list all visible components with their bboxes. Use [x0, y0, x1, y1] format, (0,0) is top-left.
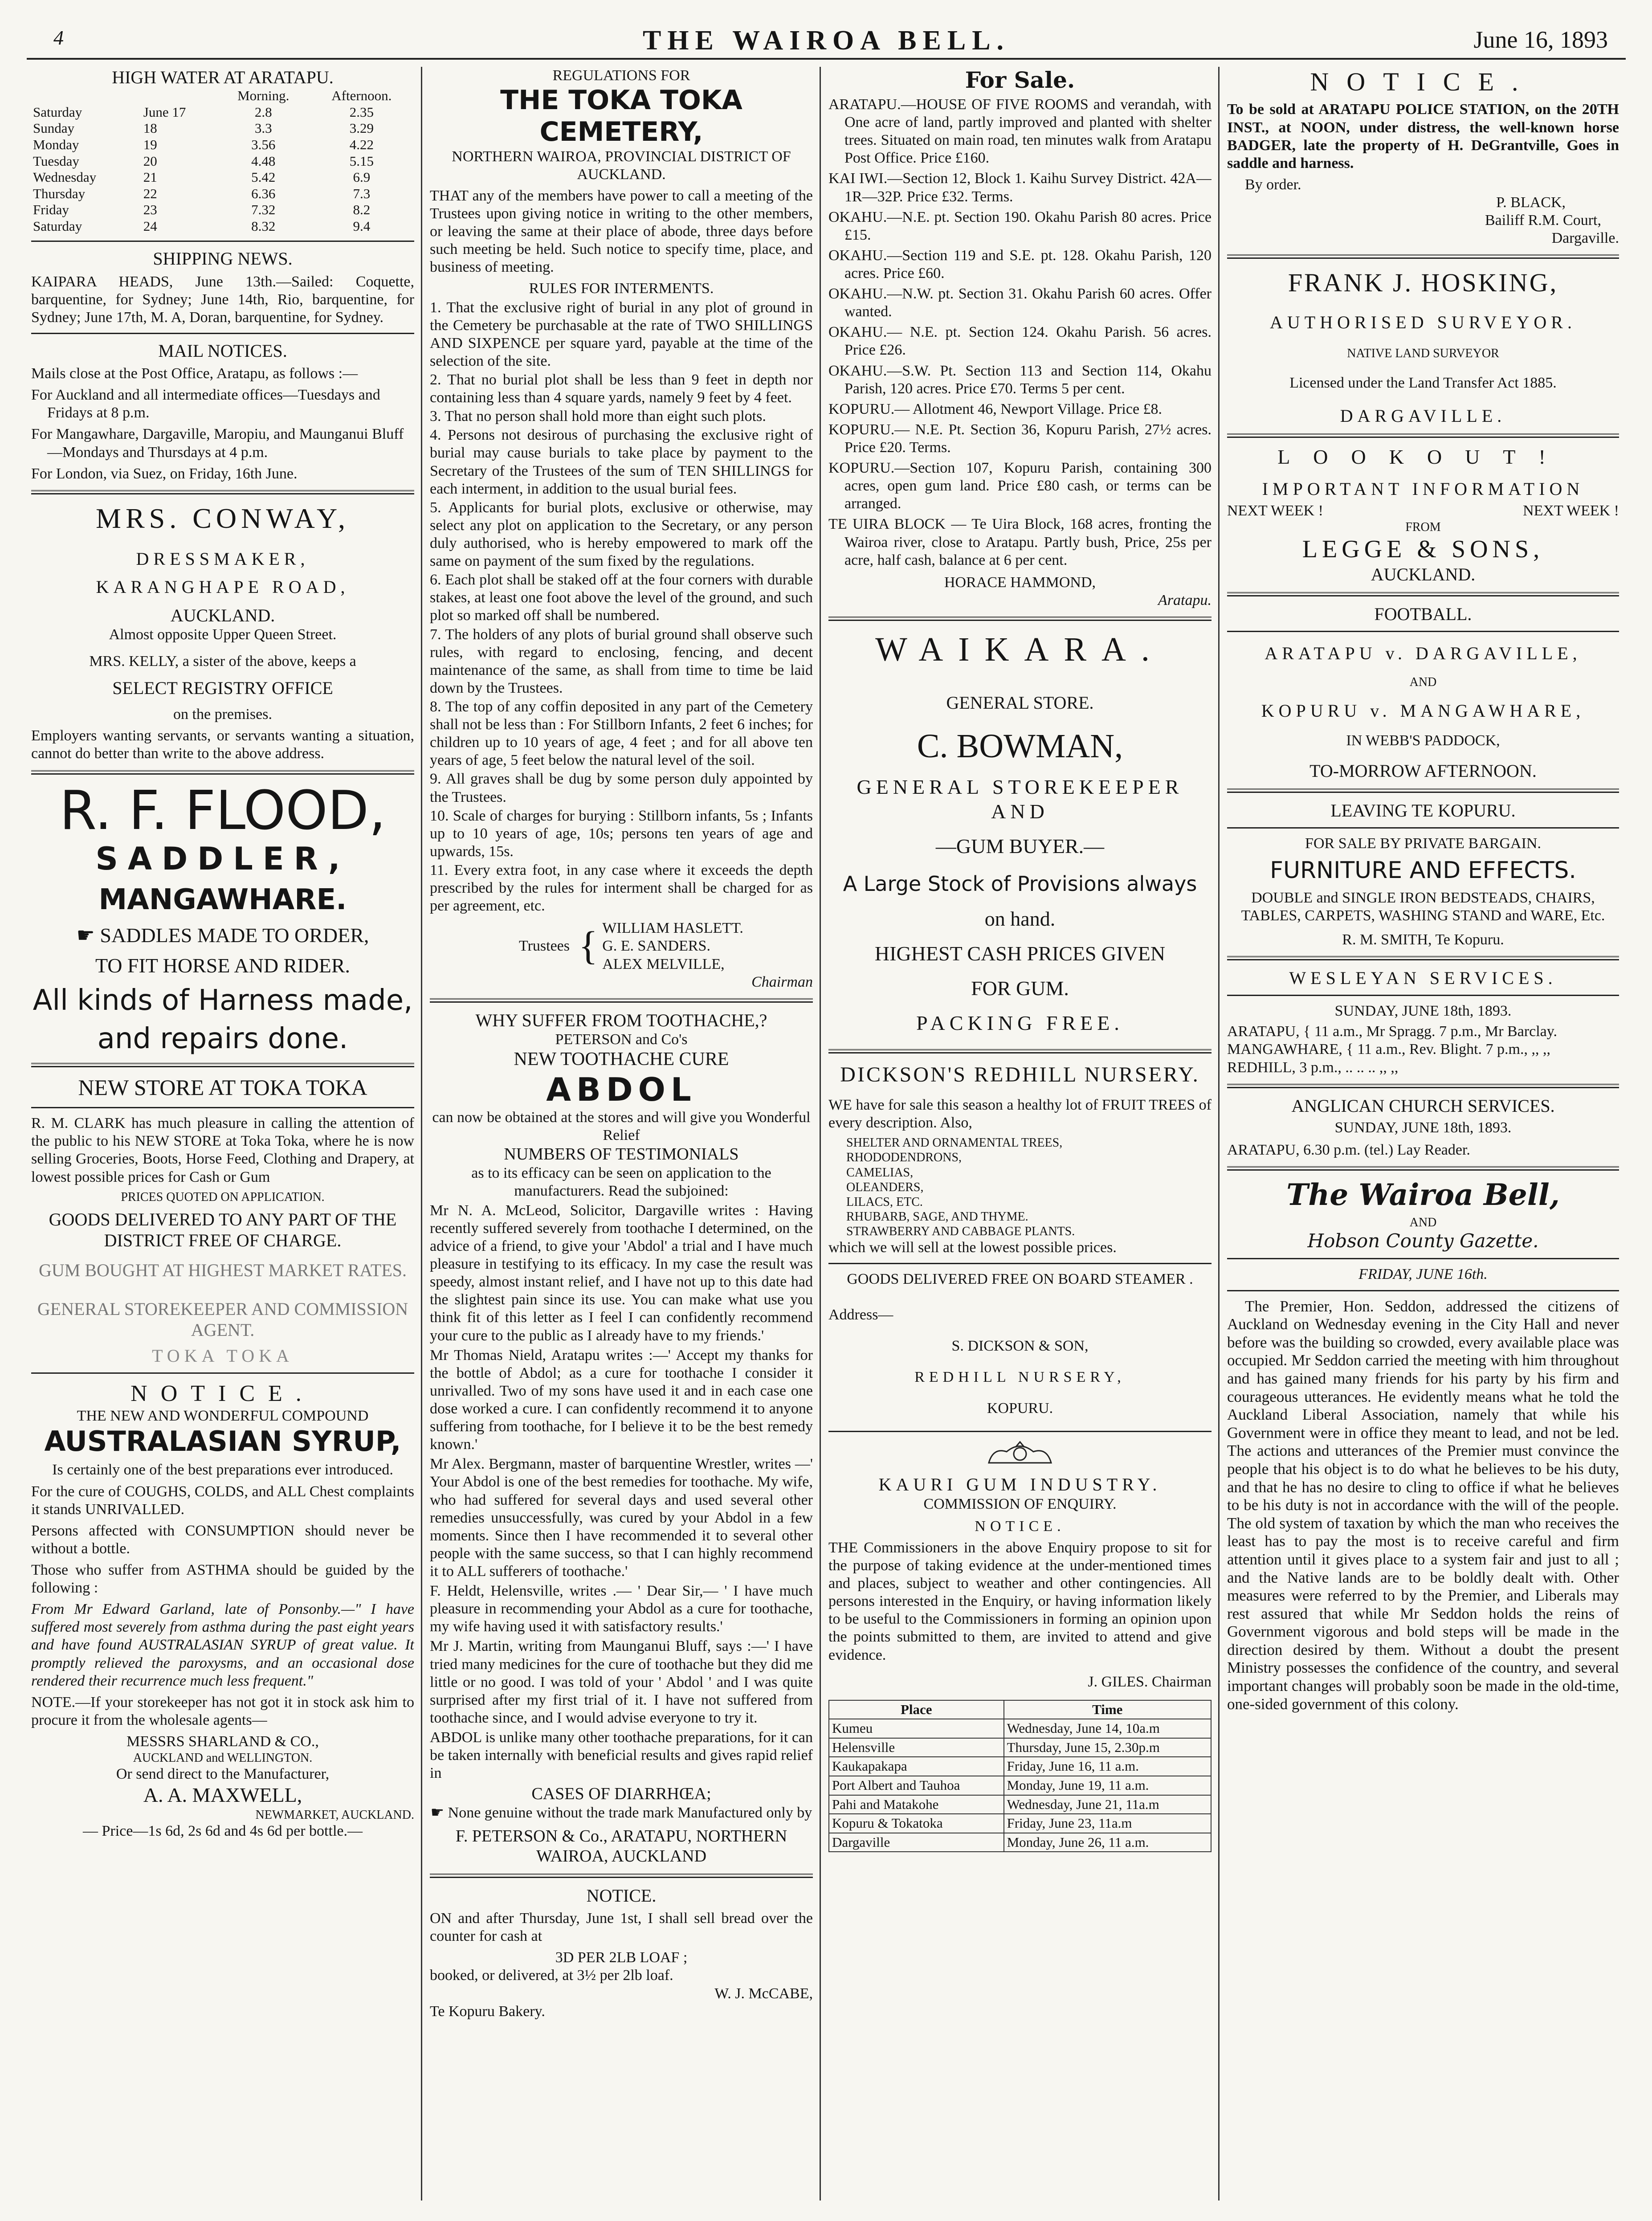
gazette-and: AND: [1409, 1215, 1437, 1229]
anglican-services: [1227, 1095, 1619, 1159]
table-header: Place: [829, 1700, 1004, 1719]
advert-line: —GUM BUYER.—: [935, 835, 1105, 858]
advert-line: DARGAVILLE.: [1340, 406, 1506, 426]
table-row: Saturday June 17 2.8 2.35: [33, 104, 374, 120]
advert-line: MRS. KELLY, a sister of the above, keeps a: [89, 653, 356, 670]
column-4: [1227, 67, 1619, 2205]
waikara-advert: [828, 630, 1211, 1036]
table-row: Kaukapakapa Friday, June 16, 11 a.m.: [829, 1757, 1211, 1776]
nursery-item: CAMELIAS,: [846, 1165, 914, 1180]
advert-line: AUTHORISED SURVEYOR.: [1270, 312, 1576, 332]
table-row: Port Albert and Tauhoa Monday, June 19, 11 a.m.: [829, 1776, 1211, 1795]
cemetery-subtitle: NORTHERN WAIROA, PROVINCIAL DISTRICT OF AUCKLAND.: [452, 148, 791, 183]
hosking-advert: [1227, 268, 1619, 426]
advert-line: SADDLES MADE TO ORDER,: [100, 923, 369, 947]
advert-line: A. A. MAXWELL,: [143, 1784, 302, 1807]
column-1: [31, 67, 414, 2205]
advert-line: KOPURU v. MANGAWHARE,: [1261, 700, 1585, 721]
gazette-title: The Wairoa Bell,: [1286, 1177, 1560, 1213]
advert-line: SADDLER,: [95, 840, 350, 877]
cemetery-intro: THAT any of the members have power to call a meeting of the Trustees upon giving notice in writing to the other members, or leaving the same at their place of abode, three days before such meeting be held. Such notice to specify time, place, and business of meeting.: [430, 187, 813, 276]
advert-line: NOTICE.: [975, 1518, 1065, 1535]
royal-crest-icon: [828, 1438, 1211, 1474]
advert-line: KARANGHAPE ROAD,: [96, 577, 350, 597]
trustee-name: ALEX MELVILLE,: [602, 955, 725, 972]
table-row: Pahi and Matakohe Wednesday, June 21, 11a.m: [829, 1795, 1211, 1814]
advert-title: LEAVING TE KOPURU.: [1330, 800, 1516, 821]
table-row: Kumeu Wednesday, June 14, 10a.m: [829, 1719, 1211, 1738]
advert-line: All kinds of Harness made,: [33, 984, 413, 1017]
advert-line: Dargaville.: [1551, 230, 1619, 247]
advert-line: PACKING FREE.: [916, 1012, 1124, 1035]
advert-line: FROM: [1405, 520, 1441, 534]
tide-table-block: [31, 67, 414, 234]
syrup-advert: [31, 1380, 414, 1840]
agent-name: HORACE HAMMOND,: [944, 574, 1096, 591]
advert-line: WHY SUFFER FROM TOOTHACHE,?: [475, 1010, 767, 1030]
regs-label: REGULATIONS FOR: [552, 67, 690, 84]
advert-line: Persons affected with CONSUMPTION should never be without a bottle.: [31, 1522, 414, 1557]
advert-line: PRICES QUOTED ON APPLICATION.: [121, 1190, 325, 1204]
advert-line: AND: [1409, 675, 1437, 689]
rule-item: 10. Scale of charges for burying : Stillborn infants, 5s ; Infants up to 10 years of age, 10s; persons ten years of age and upwards, 15s.: [430, 807, 813, 860]
cemetery-regulations: [430, 67, 813, 991]
advert-line: as to its efficacy can be seen on application to the manufacturers. Read the subjoined:: [471, 1164, 771, 1199]
trustee-name: G. E. SANDERS.: [602, 938, 710, 955]
advert-line: THE NEW AND WONDERFUL COMPOUND: [77, 1408, 369, 1425]
advert-line: on the premises.: [173, 706, 272, 723]
sale-item: OKAHU.— N.E. pt. Section 124. Okahu Parish. 56 acres. Price £26.: [828, 324, 1211, 359]
trustee-name: WILLIAM HASLETT.: [602, 920, 743, 937]
advert-title: NOTICE.: [131, 1380, 315, 1406]
sale-item: KAI IWI.—Section 12, Block 1. Kaihu Survey District. 42A—1R—32P. Price £32. Terms.: [828, 170, 1211, 205]
table-row: Kopuru & Tokatoka Friday, June 23, 11a.m: [829, 1814, 1211, 1833]
advert-line: NEXT WEEK !: [1227, 502, 1323, 519]
advert-line: By order.: [1245, 176, 1301, 193]
advert-line: TOKA TOKA: [152, 1345, 294, 1366]
sale-item: KOPURU.—Section 107, Kopuru Parish, containing 300 acres, open gum land. Price £80 cash, or terms can be arranged.: [828, 460, 1211, 512]
advert-line: S. DICKSON & SON,: [951, 1338, 1089, 1354]
advertiser-name: MRS. CONWAY,: [96, 502, 350, 534]
advert-line: Address—: [828, 1306, 893, 1323]
advert-line: F. PETERSON & Co., ARATAPU, NORTHERN WAIROA, AUCKLAND: [455, 1827, 787, 1866]
table-row: Dargaville Monday, June 26, 11 a.m.: [829, 1833, 1211, 1852]
service-row: MANGAWHARE, { 11 a.m., Rev. Blight. 7 p.m., ,, ,,: [1227, 1041, 1550, 1058]
bread-notice: [430, 1885, 813, 2021]
advert-line: A Large Stock of Provisions always: [843, 872, 1197, 896]
advert-line: TO FIT HORSE AND RIDER.: [95, 954, 351, 977]
testimonial: Mr Alex. Bergmann, master of barquentine Wrestler, writes —' Your Abdol is one of the best remedies for toothache. My wife, who had suffered for several days and used several other remedies unsuccessfully, was cured by your Abdol in a few moments. Since then I have recommended it to several other people with the same success, so that I can highly recommend it to ALL sufferers of toothache.': [430, 1456, 813, 1580]
advert-line: GOODS DELIVERED FREE ON BOARD STEAMER .: [847, 1270, 1193, 1287]
pointing-hand-icon: ☛: [430, 1805, 445, 1821]
advertiser-name: FRANK J. HOSKING,: [1288, 268, 1558, 298]
advert-line: on hand.: [984, 907, 1056, 930]
advert-title: KAURI GUM INDUSTRY.: [878, 1474, 1162, 1495]
advert-line: COMMISSION OF ENQUIRY.: [923, 1495, 1117, 1512]
leaving-advert: [1227, 800, 1619, 949]
advert-title: LOOKOUT!: [1277, 445, 1569, 469]
mail-item: For Auckland and all intermediate offices—Tuesdays and Fridays at 8 p.m.: [31, 387, 380, 421]
column-rule: [1218, 67, 1220, 2201]
nursery-item: STRAWBERRY AND CABBAGE PLANTS.: [846, 1224, 1075, 1238]
advert-line: NUMBERS OF TESTIMONIALS: [504, 1144, 739, 1164]
advert-line: NOTE.—If your storekeeper has not got it in stock ask him to procure it from the wholesale agents—: [31, 1694, 414, 1728]
advert-line: Te Kopuru Bakery.: [430, 2003, 545, 2020]
service-row: ARATAPU, { 11 a.m., Mr Spragg. 7 p.m., Mr Barclay.: [1227, 1023, 1558, 1040]
advert-line: AUCKLAND.: [1371, 564, 1476, 584]
testimonial: Mr J. Martin, writing from Maunganui Bluff, says :—' I have tried many medicines for the cure of toothache but they did me little or no good. I was told of your ' Abdol ' and I was quite surprised after my first trial of it. I have not suffered from toothache since, and I would advise everyone to try it.: [430, 1638, 813, 1726]
trustees-block: Trustees { WILLIAM HASLETT. G. E. SANDERS. ALEX MELVILLE,: [430, 919, 813, 973]
advert-line: C. BOWMAN,: [917, 727, 1123, 765]
advert-text: R. M. CLARK has much pleasure in calling the attention of the public to his NEW STORE at Toka Toka, where he is now selling Groceries, Boots, Horse Feed, Clothing and Drapery, at lowest possible prices for Cash or Gum: [31, 1115, 414, 1185]
advert-line: REDHILL NURSERY,: [914, 1369, 1126, 1386]
testimonial: F. Heldt, Helensville, writes .— ' Dear Sir,— ' I have much pleasure in recommending your Abdol as a cure for toothache, my wife having used it with satisfactory results.': [430, 1583, 813, 1635]
advert-line: HIGHEST CASH PRICES GIVEN: [874, 942, 1166, 965]
advertiser-name: WAIKARA.: [875, 630, 1165, 668]
rule-item: 1. That the exclusive right of burial in any plot of ground in the Cemetery be purchasable at the rate of TWO SHILLINGS AND SIXPENCE per square yard, payable at the time of the selection of the site.: [430, 299, 813, 369]
advertiser-name: R. F. FLOOD,: [59, 780, 386, 842]
table-row: Monday 19 3.56 4.22: [33, 136, 374, 152]
nursery-item: OLEANDERS,: [846, 1180, 924, 1194]
for-sale-block: [828, 67, 1211, 609]
table-row: Saturday 24 8.32 9.4: [33, 218, 371, 234]
kauri-notice: [828, 1438, 1211, 1852]
sale-item: OKAHU.—N.W. pt. Section 31. Okahu Parish 60 acres. Offer wanted.: [828, 286, 1211, 320]
advert-line: and repairs done.: [97, 1022, 348, 1055]
advert-line: SUNDAY, JUNE 18th, 1893.: [1334, 1003, 1512, 1020]
advert-line: 3D PER 2LB LOAF ;: [555, 1949, 688, 1966]
advert-line: FOR GUM.: [971, 977, 1069, 1000]
advert-line: R. M. SMITH, Te Kopuru.: [1342, 931, 1504, 948]
advert-title: FOOTBALL.: [1374, 604, 1472, 625]
rule-item: 6. Each plot shall be staked off at the four corners with durable stakes, at least one foot above the level of the ground, and such plot so marked off shall be numbered.: [430, 572, 813, 624]
advert-line: Is certainly one of the best preparations ever introduced.: [52, 1462, 393, 1478]
advert-line: WE have for sale this season a healthy lot of FRUIT TREES of every description. Also,: [828, 1097, 1211, 1131]
tide-header: Morning.: [237, 88, 290, 104]
table-row: Thursday 22 6.36 7.3: [33, 185, 371, 201]
rule-item: 11. Every extra foot, in any case where it exceeds the depth prescribed by the rules for interment shall be charged for as per agreement, etc.: [430, 861, 813, 915]
sale-item: OKAHU.—Section 119 and S.E. pt. 128. Okahu Parish, 120 acres. Price £60.: [828, 247, 1211, 282]
nursery-item: LILACS, ETC.: [846, 1195, 923, 1209]
advert-line: GENERAL STORE.: [946, 692, 1094, 713]
advert-line: LEGGE & SONS,: [1302, 535, 1544, 563]
advert-title: NOTICE.: [1310, 67, 1536, 96]
issue-date: June 16, 1893: [1473, 26, 1608, 53]
sale-item: ARATAPU.—HOUSE OF FIVE ROOMS and verandah, with One acre of land, partly improved and planted with shelter trees. Situated on main road, ten minutes walk from Aratapu Post Office. Price £160.: [828, 96, 1211, 167]
tide-table: [31, 88, 414, 234]
table-row: Wednesday 21 5.42 6.9: [33, 169, 371, 185]
shipping-title: SHIPPING NEWS.: [153, 249, 293, 269]
advert-line: W. J. McCABE,: [714, 1985, 813, 2002]
editorial-date: FRIDAY, JUNE 16th.: [1358, 1266, 1488, 1283]
testimonial: From Mr Edward Garland, late of Ponsonby.—" I have suffered most severely from asthma during the past eight years and have found AUSTRALASIAN SYRUP of great value. It promptly relieved the paroxysms, and an occasional dose rendered their recurrence much less frequent.": [31, 1601, 414, 1689]
nursery-item: RHODODENDRONS,: [846, 1151, 962, 1165]
advert-line: AUCKLAND.: [170, 605, 275, 625]
advert-line: Employers wanting servants, or servants wanting a situation, cannot do better than write to the above address.: [31, 727, 414, 762]
advert-line: GOODS DELIVERED TO ANY PART OF THE DISTRICT FREE OF CHARGE.: [49, 1209, 397, 1250]
product-name: ABDOL: [546, 1070, 697, 1108]
newspaper-title: THE WAIROA BELL.: [642, 25, 1010, 56]
advert-title: ANGLICAN CHURCH SERVICES.: [1291, 1095, 1555, 1116]
advert-line: To be sold at ARATAPU POLICE STATION, on the 20TH INST., at NOON, under distress, the well-known horse BADGER, late the property of H. DeGrantville, Goes in saddle and harness.: [1227, 101, 1619, 171]
advert-line: AUCKLAND and WELLINGTON.: [133, 1751, 313, 1765]
service-row: REDHILL, 3 p.m., .. .. .. ,, ,,: [1227, 1059, 1399, 1076]
advert-title: WESLEYAN SERVICES.: [1289, 968, 1557, 988]
nursery-advert: [828, 1062, 1211, 1418]
rule-item: 4. Persons not desirous of purchasing the exclusive right of burial may cause burials to take place by payment to the Secretary of the Trustees of the sum of TEN SHILLINGS for each interment, in addition to the usual burial fees.: [430, 427, 813, 497]
advert-line: — Price—1s 6d, 2s 6d and 4s 6d per bottle.—: [83, 1822, 363, 1839]
sale-item: OKAHU.—S.W. Pt. Section 113 and Section 114, Okahu Parish, 120 acres. Price £70. Terms 5 per cent.: [828, 362, 1211, 397]
rule-item: 2. That no burial plot shall be less than 9 feet in depth nor containing less than 4 square yards, namely 9 feet by 4 feet.: [430, 372, 813, 406]
advert-line: booked, or delivered, at 3½ per 2lb loaf.: [430, 1967, 673, 1984]
trustees-label: Trustees: [519, 938, 570, 955]
gazette-subtitle: Hobson County Gazette.: [1307, 1229, 1539, 1252]
testimonial: Mr Thomas Nield, Aratapu writes :—' Accept my thanks for the bottle of Abdol; as a cure for toothache I consider it unrivalled. Two of my sons have used it and in each case one dose worked a cure. I can confidently recommend it to anyone suffering from toothache, for I believe it to be the best remedy known.': [430, 1347, 813, 1453]
advert-line: FURNITURE AND EFFECTS.: [1270, 857, 1576, 884]
rule-item: 8. The top of any coffin deposited in any part of the Cemetery shall not be less than : For Stillborn Infants, 2 feet 6 inches; for children up to 10 years of age, 4 feet ; and for all above ten years of age, 5 feet below the natural level of the soil.: [430, 698, 813, 769]
rule-item: 9. All graves shall be dug by some person duly appointed by the Trustees.: [430, 771, 813, 805]
advert-line: Or send direct to the Manufacturer,: [116, 1766, 330, 1783]
advert-line: NEWMARKET, AUCKLAND.: [255, 1808, 414, 1822]
nursery-item: RHUBARB, SAGE, AND THYME.: [846, 1209, 1028, 1224]
rule-item: 5. Applicants for burial plots, exclusive or otherwise, may select any plot on application to the Secretary, or any person duly authorised, who is hereby empowered to mark off the same on payment of the sum fixed by the regulations.: [430, 499, 813, 570]
advert-line: can now be obtained at the stores and will give you Wonderful Relief: [432, 1109, 811, 1143]
advert-line: For the cure of COUGHS, COLDS, and ALL Chest complaints it stands UNRIVALLED.: [31, 1483, 414, 1518]
shipping-text: KAIPARA HEADS, June 13th.—Sailed: Coquette, barquentine, for Sydney; June 14th, Rio, barquentine, for Sydney; June 17th, M. A, Doran, barquentine, for Sydney.: [31, 273, 414, 326]
advert-line: SELECT REGISTRY OFFICE: [112, 678, 333, 698]
rules-title: RULES FOR INTERMENTS.: [529, 280, 714, 297]
tide-header: Afternoon.: [331, 88, 392, 104]
advert-line: P. BLACK,: [1496, 194, 1566, 211]
column-2: [430, 67, 813, 2205]
page-number: 4: [53, 26, 64, 49]
advert-line: IMPORTANT INFORMATION: [1262, 478, 1584, 499]
advert-line: PETERSON and Co's: [555, 1031, 688, 1048]
sale-item: KOPURU.— N.E. Pt. Section 36, Kopuru Parish, 27½ acres. Price £20. Terms.: [828, 421, 1211, 456]
tide-title: HIGH WATER AT ARATAPU.: [112, 67, 334, 87]
badger-notice: [1227, 67, 1619, 247]
mail-intro: Mails close at the Post Office, Aratapu, as follows :—: [31, 365, 358, 382]
column-3: [828, 67, 1211, 2205]
lookout-advert: [1227, 445, 1619, 585]
advert-line: MANGAWHARE.: [98, 883, 347, 917]
advert-line: TO-MORROW AFTERNOON.: [1309, 760, 1537, 781]
table-row: Friday 23 7.32 8.2: [33, 202, 371, 218]
advert-title: For Sale.: [965, 67, 1075, 93]
football-notice: [1227, 604, 1619, 781]
editorial-text: The Premier, Hon. Seddon, addressed the citizens of Auckland on Wednesday evening in the City Hall and never before was the building so crowded, every available place was occupied. Mr Seddon carried the meeting with him throughout and has gained many friends for his party by his firm and courageous utterances. He evidently means what he told the Auckland Liberal Association, namely that while his Government were in office they meant to lead, and not be led. The actions and utterances of the Premier must convince the people that his object is to do what he believes to be his duty, and that he has no desire to cling to office if what he believes to be his duty is not in accordance with the will of the people. The old system of taxation by which the man who receives the least has to pay the most is to receive careful and firm attention until it gives place to a system fair and just to all ; and the Native lands are to be boldly dealt with. Other measures were referred to by the Premier, and Liberals may rest assured that while Mr Seddon holds the reins of Government vigorous and bold steps will be made in the direction desired by them. Without a doubt the present Ministry possesses the confidence of the country, and several important changes will probably soon be made in the old-time, one-sided government of this colony.: [1227, 1297, 1619, 1713]
rule-item: 7. The holders of any plots of burial ground shall observe such rules, with regard to enclosing, fencing, and decent maintenance of the same, as shall from time to time be laid down by the Trustees.: [430, 626, 813, 696]
advert-line: Bailiff R.M. Court,: [1485, 212, 1601, 229]
advert-line: DRESSMAKER,: [136, 549, 310, 569]
pointing-hand-icon: ☛: [76, 923, 95, 947]
flood-advert: [31, 782, 414, 1056]
chairman-label: Chairman: [751, 973, 813, 990]
advert-line: None genuine without the trade mark Manufactured only by: [448, 1805, 812, 1821]
advert-line: NEW TOOTHACHE CURE: [514, 1049, 729, 1070]
table-row: Sunday 18 3.3 3.29: [33, 120, 374, 136]
advert-line: which we will sell at the lowest possible prices.: [828, 1239, 1117, 1256]
cemetery-title: THE TOKA TOKA CEMETERY,: [500, 85, 742, 147]
table-row: Tuesday 20 4.48 5.15: [33, 153, 374, 169]
mail-item: For London, via Suez, on Friday, 16th June.: [31, 465, 298, 482]
editorial: [1227, 1178, 1619, 1713]
mail-item: For Mangawhare, Dargaville, Maropiu, and Maunganui Bluff—Mondays and Thursdays at 4 p.m.: [31, 426, 404, 461]
schedule-table: [828, 1700, 1211, 1853]
advert-line: IN WEBB'S PADDOCK,: [1346, 732, 1500, 749]
advert-line: THE Commissioners in the above Enquiry propose to sit for the purpose of taking evidence at the under-mentioned times and places, subject to weather and other contingencies. All persons interested in the Enquiry, or having information likely to be useful to the Commissioners in forming an opinion upon the points submitted to them, are invited to attend and give evidence.: [828, 1539, 1211, 1663]
advert-line: MESSRS SHARLAND & CO.,: [126, 1733, 319, 1750]
sale-item: TE UIRA BLOCK — Te Uira Block, 168 acres, fronting the Wairoa river, close to Aratapu. Partly bush, Price, 25s per acre, half cash, balance at 6 per cent.: [828, 516, 1211, 568]
advert-title: NOTICE.: [586, 1885, 657, 1906]
advert-line: Almost opposite Upper Queen Street.: [109, 626, 337, 643]
table-row: Helensville Thursday, June 15, 2.30p.m: [829, 1738, 1211, 1757]
masthead: [27, 22, 1626, 60]
tokatoka-advert: [31, 1074, 414, 1366]
service-row: ARATAPU, 6.30 p.m. (tel.) Lay Reader.: [1227, 1141, 1470, 1158]
wesleyan-services: [1227, 968, 1619, 1077]
advert-line: GUM BOUGHT AT HIGHEST MARKET RATES.: [38, 1260, 407, 1281]
advert-line: ABDOL is unlike many other toothache preparations, for it can be taken internally with beneficial results and gives rapid relief in: [430, 1729, 813, 1782]
mail-title: MAIL NOTICES.: [158, 340, 287, 361]
advert-line: KOPURU.: [987, 1400, 1053, 1417]
column-rule: [820, 67, 821, 2201]
column-rule: [421, 67, 422, 2201]
testimonial: Mr N. A. McLeod, Solicitor, Dargaville writes : Having recently suffered severely from toothache I determined, on the advice of a friend, to give your 'Abdol' a trial and I have much pleasure in testifying to its efficacy. In my case the result was speedy, almost instant relief, and I have not up to this date had the slightest pain since its use. You can make what use you think fit of this letter as I feel I can confidently recommend your cure to the public as I already have to my friends.': [430, 1202, 813, 1344]
advert-line: ON and after Thursday, June 1st, I shall sell bread over the counter for cash at: [430, 1910, 813, 1945]
advert-line: CASES OF DIARRHŒA;: [531, 1784, 711, 1804]
advert-line: Those who suffer from ASTHMA should be guided by the following :: [31, 1562, 414, 1596]
advert-title: DICKSON'S REDHILL NURSERY.: [840, 1062, 1200, 1086]
advert-line: GENERAL STOREKEEPER AND: [857, 776, 1183, 823]
advert-line: FOR SALE BY PRIVATE BARGAIN.: [1305, 835, 1541, 852]
abdol-advert: [430, 1010, 813, 1866]
advert-line: SUNDAY, JUNE 18th, 1893.: [1334, 1119, 1512, 1136]
advert-line: J. GILES. Chairman: [1088, 1673, 1211, 1690]
sale-item: OKAHU.—N.E. pt. Section 190. Okahu Parish 80 acres. Price £15.: [828, 208, 1211, 243]
sale-item: KOPURU.— Allotment 46, Newport Village. Price £8.: [828, 400, 1163, 417]
advert-line: ARATAPU v. DARGAVILLE,: [1264, 643, 1582, 664]
table-header: Time: [1004, 1700, 1211, 1719]
rule-item: 3. That no person shall hold more than eight such plots.: [430, 408, 766, 425]
advert-line: NEXT WEEK !: [1523, 502, 1619, 519]
agent-place: Aratapu.: [1158, 592, 1211, 608]
advert-line: DOUBLE and SINGLE IRON BEDSTEADS, CHAIRS, TABLES, CARPETS, WASHING STAND and WARE, Etc.: [1241, 889, 1605, 924]
conway-advert: [31, 502, 414, 763]
advert-line: GENERAL STOREKEEPER AND COMMISSION AGENT.: [37, 1299, 408, 1340]
advert-line: Licensed under the Land Transfer Act 1885.: [1289, 374, 1557, 391]
advert-line: AUSTRALASIAN SYRUP,: [44, 1425, 401, 1458]
advert-line: NATIVE LAND SURVEYOR: [1347, 346, 1499, 360]
advert-title: NEW STORE AT TOKA TOKA: [78, 1075, 367, 1100]
nursery-item: SHELTER AND ORNAMENTAL TREES,: [846, 1136, 1063, 1150]
